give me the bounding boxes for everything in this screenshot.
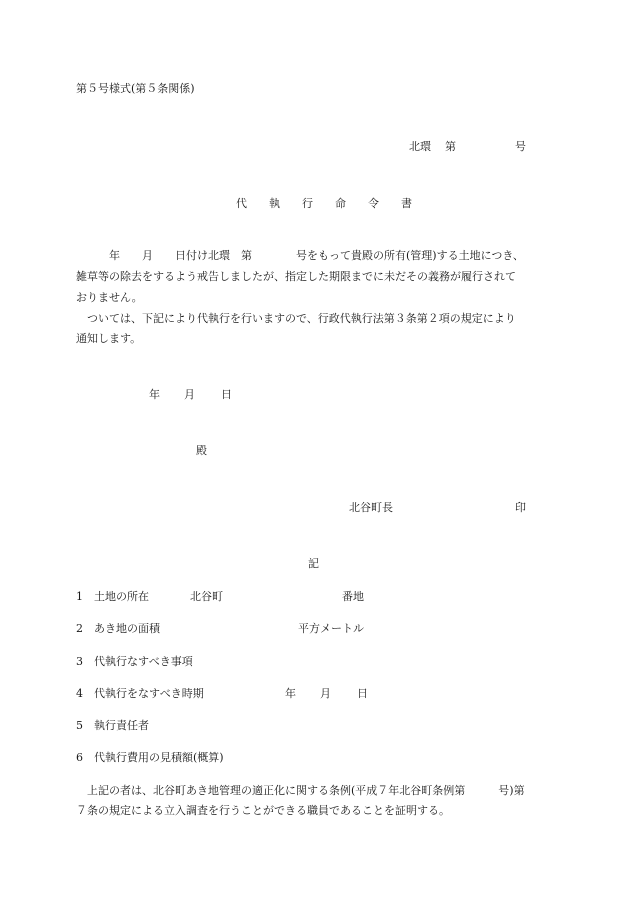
issuer-seal: 印 (515, 501, 526, 514)
title-char: 行 (302, 197, 313, 210)
body-p1-line3: おりません。 (76, 291, 143, 304)
date-day: 日 (221, 388, 232, 401)
item-value: 平方メートル (298, 622, 364, 635)
footer-line2: ７条の規定による立入調査を行うことができる職員であることを証明する。 (76, 804, 450, 817)
date-year: 年 (149, 388, 160, 401)
item-date-year: 年 (285, 687, 296, 700)
ki-heading: 記 (308, 557, 319, 570)
title-char: 令 (368, 197, 379, 210)
item-label: 執行責任者 (94, 719, 149, 732)
item-number: 1 (76, 590, 83, 603)
item-label: 代執行なすべき事項 (94, 655, 193, 668)
body-p2-line1: ついては、下記により代執行を行いますので、行政代執行法第３条第２項の規定により (76, 312, 516, 325)
doc-number-dai: 第 (445, 140, 456, 153)
item-value: 番地 (342, 590, 364, 603)
date-month: 月 (184, 388, 195, 401)
item-value: 北谷町 (190, 590, 223, 603)
item-label: 代執行費用の見積額(概算) (94, 751, 224, 764)
body-p1-line1: 年 月 日付け北環 第 号をもって貴殿の所有(管理)する土地につき、 (76, 249, 524, 262)
item-number: 6 (76, 751, 83, 764)
item-number: 4 (76, 687, 83, 700)
body-p1-line2: 雑草等の除去をするよう戒告しましたが、指定した期限までに未だその義務が履行されて (76, 270, 516, 283)
doc-number-prefix: 北環 (409, 140, 431, 153)
title-char: 命 (335, 197, 346, 210)
title-char: 代 (236, 197, 247, 210)
item-label: 土地の所在 (94, 590, 149, 603)
issuer-name: 北谷町長 (349, 501, 393, 514)
title-char: 書 (401, 197, 412, 210)
item-number: 3 (76, 655, 83, 668)
item-number: 2 (76, 622, 83, 635)
item-label: あき地の面積 (94, 622, 160, 635)
body-p2-line2: 通知します。 (76, 332, 142, 345)
item-number: 5 (76, 719, 83, 732)
form-label: 第５号様式(第５条関係) (76, 82, 195, 95)
document-title (236, 198, 412, 209)
title-char: 執 (269, 197, 280, 210)
item-date-day: 日 (357, 687, 368, 700)
addressee-suffix: 殿 (196, 444, 207, 457)
item-label: 代執行をなすべき時期 (94, 687, 204, 700)
doc-number-go: 号 (515, 140, 526, 153)
item-date-month: 月 (320, 687, 331, 700)
footer-line1: 上記の者は、北谷町あき地管理の適正化に関する条例(平成７年北谷町条例第 号)第 (76, 784, 525, 797)
